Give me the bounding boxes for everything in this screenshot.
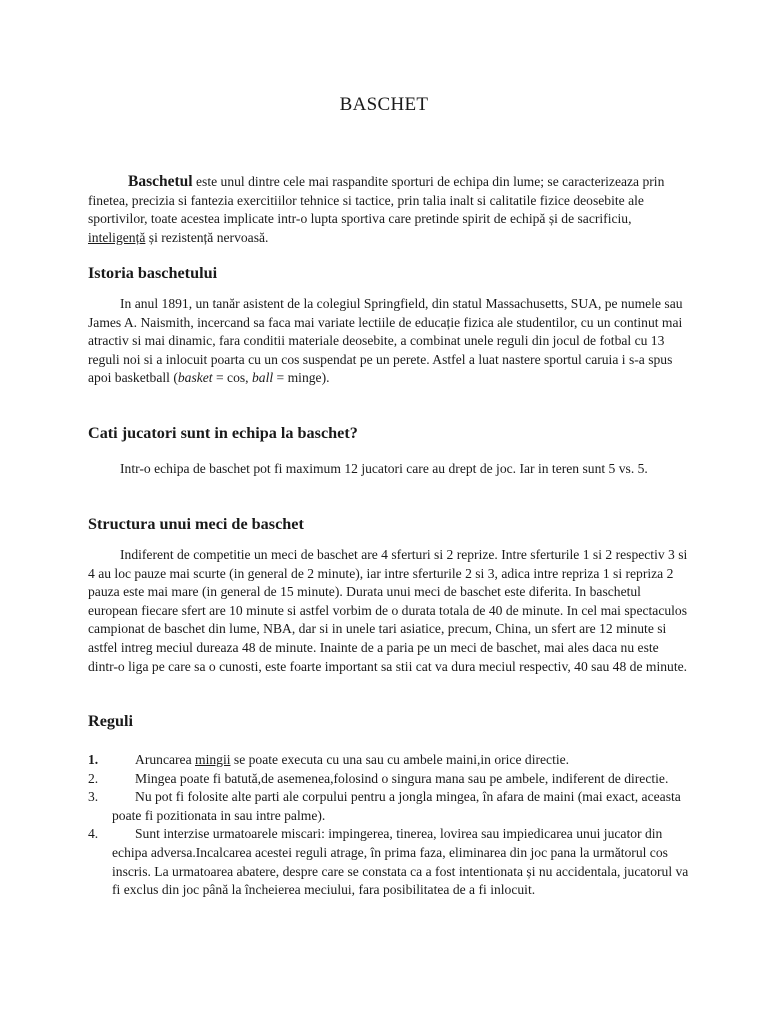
reguli-list	[88, 751, 690, 900]
page-title: BASCHET	[339, 94, 429, 115]
list-item-text: Nu pot fi folosite alte parti ale corpului pentru a jongla mingea, în afara de maini (mai exact, aceasta poate fi pozitionata in sau intre palme).	[112, 789, 681, 823]
intro-text-1: este unul dintre cele mai raspandite sporturi de echipa din lume; se caracterizeaza prin finetea, precizia si fantezia exercitiilor tehnice si tactice, prin talia inalt si calitatile fizice deosebite ale sportivilor, toate acestea implicate intr-o lupta sportiva care pretinde spirit de echipă și de sacrificiu,	[88, 174, 665, 227]
list-item-text-post: se poate executa cu una sau cu ambele maini,in orice directie.	[230, 752, 570, 767]
istoria-mid: = cos,	[212, 370, 252, 386]
intro-paragraph	[88, 173, 690, 247]
list-item	[88, 770, 690, 789]
istoria-end: = minge).	[273, 370, 330, 386]
inteligenta-link[interactable]: inteligență	[88, 229, 146, 245]
list-item-text: Mingea poate fi batută,de asemenea,folosind o singura mana sau pe ambele, indiferent de directie.	[135, 770, 669, 786]
structura-paragraph: Indiferent de competitie un meci de baschet are 4 sferturi si 2 reprize. Intre sferturile 1 si 2 respectiv 3 si 4 au loc pauze mai scurte (in general de 2 minute), iar intre sferturile 2 si 3, adica intre repriza 1 si repriza 2 pauza este mai mare (in general de 15 minute). Durata unui meci de baschet este diferita. In baschetul european fiecare sfert are 10 minute si astfel vorbim de o durata totala de 40 de minute. In cel mai spectaculos campionat de baschet din lume, NBA, dar si in unele tari asiatice, precum, China, un sfert are 12 minute si astfel intreg meciul dureaza 48 de minute. Inainte de a paria pe un meci de baschet, mai ales daca nu este dintr-o liga pe care sa o cunosti, este foarte important sa stii cat va dura meciul respectiv, 40 sau 48 de minute.	[88, 547, 688, 674]
istoria-paragraph	[88, 295, 690, 388]
list-item	[88, 825, 690, 899]
list-item-text: Aruncarea	[135, 752, 195, 767]
heading-jucatori: Cati jucatori sunt in echipa la baschet?	[88, 424, 358, 442]
intro-text-2: și rezistență nervoasă.	[145, 229, 269, 245]
list-item-number: 3.	[88, 789, 99, 805]
list-item	[88, 751, 690, 770]
heading-structura: Structura unui meci de baschet	[88, 515, 304, 533]
list-item	[88, 788, 690, 825]
list-item-text: Sunt interzise urmatoarele miscari: impingerea, tinerea, lovirea sau impiedicarea unui jucator din echipa adversa.Incalcarea acestei reguli atrage, în prima faza, eliminarea din joc pana la următorul cos inscris. La urmatoarea abatere, despre care se constata ca a fost intentionata și nu accidentala, jucatorul va fi exclus din joc până la încheierea meciului, fara posibilitatea de a fi inlocuit.	[112, 826, 689, 898]
mingii-link[interactable]: mingii	[195, 752, 231, 767]
istoria-basket: basket	[177, 370, 213, 386]
jucatori-paragraph: Intr-o echipa de baschet pot fi maximum 12 jucatori care au drept de joc. Iar in teren sunt 5 vs. 5.	[120, 461, 648, 476]
list-item-number: 4.	[88, 826, 99, 842]
istoria-text: In anul 1891, un tanăr asistent de la colegiul Springfield, din statul Massachusetts, SUA, pe numele sau James A. Naismith, incercand sa faca mai variate lectiile de educație fizica ale studentilor, cu un continut mai atractiv si mai dinamic, fara conditii materiale deosebite, a combinat unele reguli din jocul de fotbal cu 13 reguli noi si a inlocuit poarta cu un cos suspendat pe un perete. Astfel a luat nastere sportul caruia i s-a spus apoi basketball (	[88, 296, 683, 386]
heading-istoria: Istoria baschetului	[88, 264, 218, 282]
list-item-number: 2.	[88, 770, 99, 786]
list-item-number: 1.	[88, 752, 99, 767]
intro-lead: Baschetul	[128, 173, 193, 190]
heading-reguli: Reguli	[88, 712, 133, 730]
istoria-ball: ball	[251, 370, 274, 386]
